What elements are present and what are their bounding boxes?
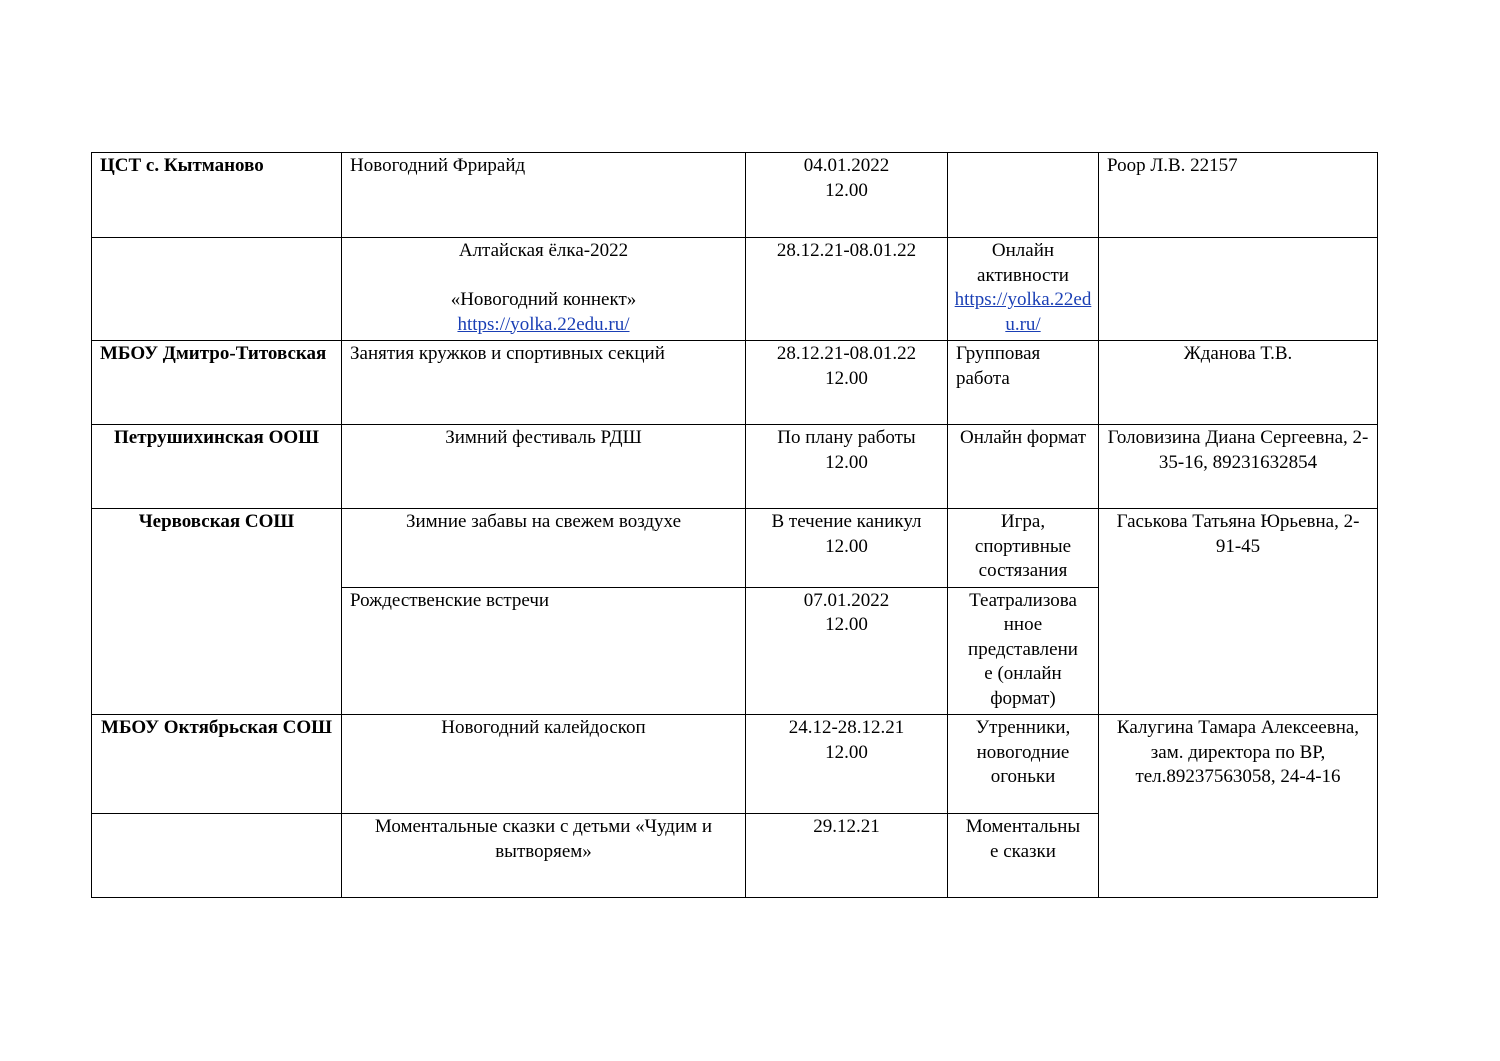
event-cell: Рождественские встречи (342, 587, 746, 715)
org-cell: Червовская СОШ (92, 509, 342, 715)
date-cell: 28.12.21-08.01.22 (746, 238, 948, 341)
event-cell: Занятия кружков и спортивных секций (342, 341, 746, 425)
event-cell: Зимние забавы на свежем воздухе (342, 509, 746, 588)
org-cell: МБОУ Дмитро-Титовская (92, 341, 342, 425)
format-cell: Театрализова нное представлени е (онлайн формат) (948, 587, 1099, 715)
format-cell: Игра, спортивные состязания (948, 509, 1099, 588)
date-cell: 04.01.2022 12.00 (746, 153, 948, 238)
contact-cell (1099, 238, 1378, 341)
event-link[interactable]: https://yolka.22edu.ru/ (457, 313, 630, 335)
table-row (92, 425, 1378, 509)
event-subtitle: «Новогодний коннект» (450, 289, 637, 310)
event-cell: Моментальные сказки с детьми «Чудим и вытворяем» (342, 814, 746, 898)
org-cell: МБОУ Октябрьская СОШ (92, 715, 342, 814)
org-cell: Петрушихинская ООШ (92, 425, 342, 509)
format-link[interactable]: https://yolka.22edu.ru/ (954, 289, 1092, 335)
date-cell: 28.12.21-08.01.22 12.00 (746, 341, 948, 425)
date-cell: По плану работы 12.00 (746, 425, 948, 509)
table-row (92, 153, 1378, 238)
format-cell: Групповая работа (948, 341, 1099, 425)
date-cell: 07.01.2022 12.00 (746, 587, 948, 715)
table-row (92, 715, 1378, 814)
format-cell (948, 238, 1099, 341)
format-cell: Утренники, новогодние огоньки (948, 715, 1099, 814)
event-cell: Новогодний Фрирайд (342, 153, 746, 238)
table-row (92, 509, 1378, 588)
org-cell (92, 238, 342, 341)
date-cell: 29.12.21 (746, 814, 948, 898)
format-cell: Моментальны е сказки (948, 814, 1099, 898)
event-cell: Новогодний калейдоскоп (342, 715, 746, 814)
contact-cell: Гаськова Татьяна Юрьевна, 2-91-45 (1099, 509, 1378, 715)
date-cell: 24.12-28.12.21 12.00 (746, 715, 948, 814)
table-row (92, 238, 1378, 341)
contact-cell: Жданова Т.В. (1099, 341, 1378, 425)
event-title: Алтайская ёлка-2022 (458, 240, 629, 261)
format-text: Онлайн активности (977, 240, 1069, 286)
date-cell: В течение каникул 12.00 (746, 509, 948, 588)
contact-cell: Калугина Тамара Алексеевна, зам. директора по ВР, тел.89237563058, 24-4-16 (1099, 715, 1378, 898)
table-row (92, 341, 1378, 425)
contact-cell: Роор Л.В. 22157 (1099, 153, 1378, 238)
contact-cell: Головизина Диана Сергеевна, 2-35-16, 89231632854 (1099, 425, 1378, 509)
event-cell (342, 238, 746, 341)
org-cell (92, 814, 342, 898)
format-cell: Онлайн формат (948, 425, 1099, 509)
format-cell (948, 153, 1099, 238)
events-table (91, 152, 1378, 898)
org-cell: ЦСТ с. Кытманово (92, 153, 342, 238)
event-cell: Зимний фестиваль РДШ (342, 425, 746, 509)
